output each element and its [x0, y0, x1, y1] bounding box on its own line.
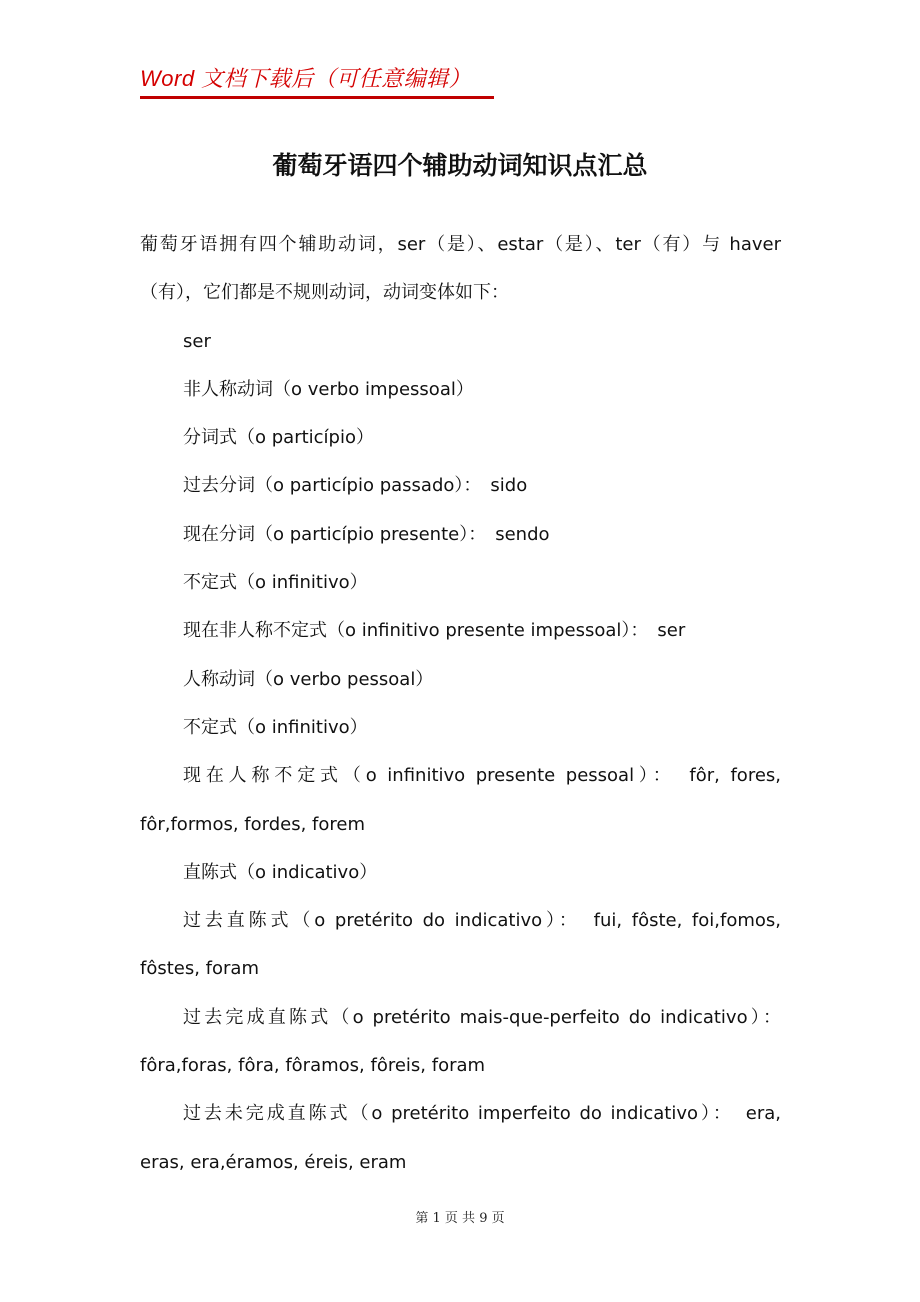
document-title: 葡萄牙语四个辅助动词知识点汇总: [272, 151, 648, 180]
paragraph: 过去分词（o particípio passado）： sido: [183, 475, 528, 497]
document-header: [140, 62, 494, 99]
paragraph: 人称动词（o verbo pessoal）: [183, 668, 434, 690]
document-body: [140, 221, 781, 1187]
paragraph: 不定式（o infinitivo）: [183, 716, 368, 738]
header-text: Word 文档下载后（可任意编辑）: [140, 66, 472, 91]
paragraph: 直陈式（o indicativo）: [183, 861, 378, 883]
paragraph: 分词式（o particípio）: [183, 427, 374, 449]
paragraph: ser: [183, 330, 211, 352]
paragraph: 葡萄牙语拥有四个辅助动词，ser（是）、estar（是）、ter（有）与 haver（有），它们都是不规则动词，动词变体如下：: [140, 234, 781, 304]
paragraph: 非人称动词（o verbo impessoal）: [183, 378, 474, 400]
paragraph: 不定式（o infinitivo）: [183, 572, 368, 594]
paragraph: 过去完成直陈式（o pretérito mais-que-perfeito do indicativo）：fôra,foras, fôra, fôramos, fôreis, foram: [140, 1006, 781, 1077]
paragraph: 现在人称不定式（o infinitivo presente pessoal）： fôr, fores, fôr,formos, fordes, forem: [140, 765, 781, 835]
paragraph: 过去直陈式（o pretérito do indicativo）： fui, fôste, foi,fomos, fôstes, foram: [140, 910, 781, 980]
paragraph: 过去未完成直陈式（o pretérito imperfeito do indicativo）： era, eras, era,éramos, éreis, eram: [140, 1103, 781, 1173]
paragraph: 现在非人称不定式（o infinitivo presente impessoal）： ser: [183, 620, 686, 642]
page-footer: 第 1 页 共 9 页: [415, 1211, 505, 1226]
paragraph: 现在分词（o particípio presente）： sendo: [183, 523, 550, 545]
